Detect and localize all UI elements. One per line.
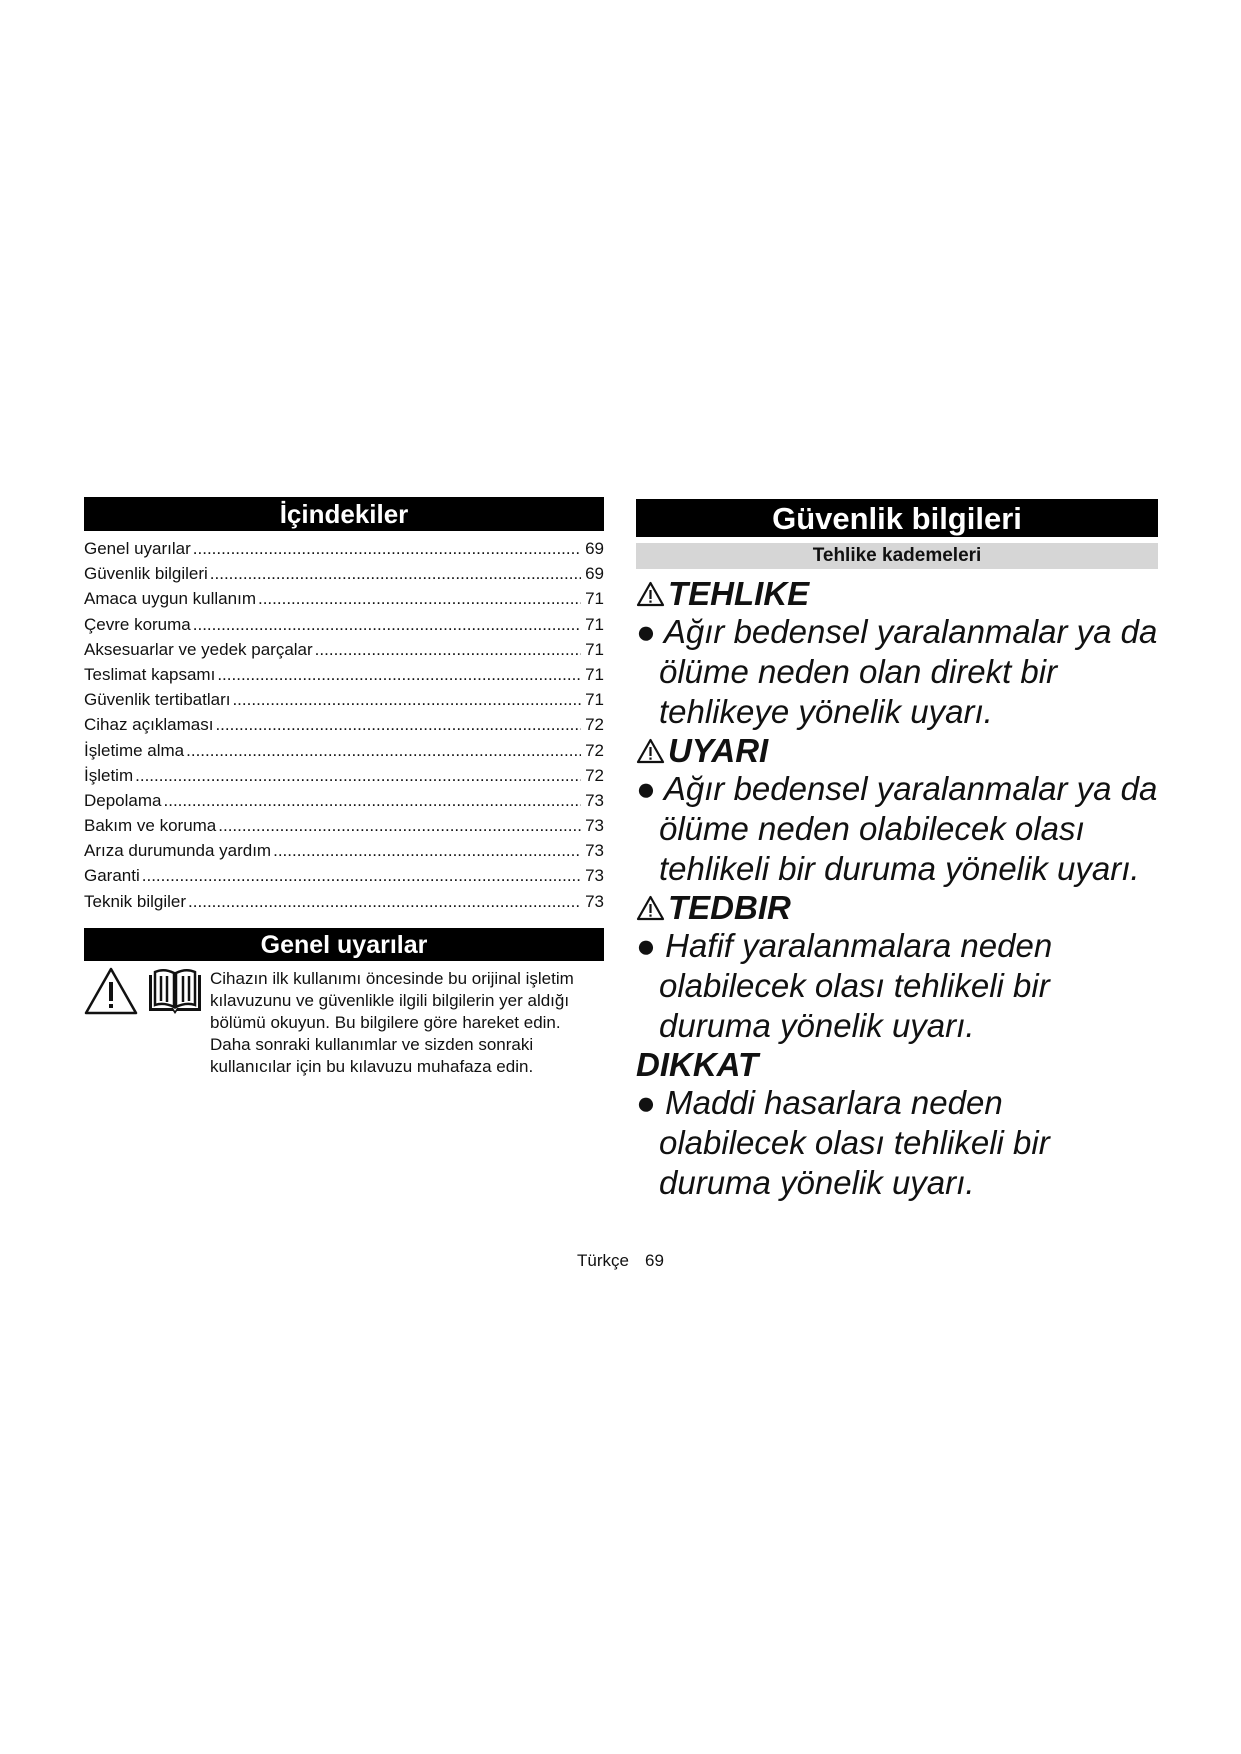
level-description: Hafif yaralanmalara neden olabilecek olası tehlikeli bir duruma yönelik uyarı. xyxy=(659,927,1053,1044)
level-warning-title xyxy=(636,732,1158,769)
toc-entry-label: İşletim xyxy=(84,765,134,785)
manual-book-icon xyxy=(146,967,204,1015)
toc-entry[interactable] xyxy=(84,665,604,690)
level-description: Maddi hasarlara neden olabilecek olası tehlikeli bir duruma yönelik uyarı. xyxy=(659,1084,1050,1201)
toc-entry-page: 71 xyxy=(585,639,604,659)
toc-entry[interactable] xyxy=(84,615,604,640)
toc-entry[interactable] xyxy=(84,791,604,816)
safety-info-title: Güvenlik bilgileri xyxy=(636,499,1158,537)
warning-triangle-icon xyxy=(636,738,665,764)
toc-title: İçindekiler xyxy=(84,497,604,531)
level-attention-title xyxy=(636,1046,1158,1083)
level-title-text: TEHLIKE xyxy=(668,575,810,612)
toc-entry-page: 73 xyxy=(585,866,604,886)
right-column xyxy=(636,499,1158,1203)
level-danger-text: ● Ağır bedensel yaralanmalar ya da ölüme neden olan direkt bir tehlikeye yönelik uyarı. xyxy=(636,613,1158,730)
toc-entry[interactable] xyxy=(84,841,604,866)
toc-entry-page: 72 xyxy=(585,765,604,785)
toc-entry-label: Cihaz açıklaması xyxy=(84,715,214,735)
level-title-text: DIKKAT xyxy=(636,1046,759,1083)
toc-entry[interactable] xyxy=(84,866,604,891)
toc-entry-page: 72 xyxy=(585,715,604,735)
level-caution-text: ● Hafif yaralanmalara neden olabilecek olası tehlikeli bir duruma yönelik uyarı. xyxy=(636,927,1053,1044)
warning-triangle-icon xyxy=(84,967,138,1015)
toc-entry[interactable] xyxy=(84,564,604,589)
toc-entry-page: 73 xyxy=(585,790,604,810)
level-description: Ağır bedensel yaralanmalar ya da ölüme neden olan direkt bir tehlikeye yönelik uyarı. xyxy=(659,613,1158,730)
level-warning-text: ● Ağır bedensel yaralanmalar ya da ölüme neden olabilecek olası tehlikeli bir duruma yönelik uyarı. xyxy=(636,770,1158,887)
toc-entry-page: 73 xyxy=(585,816,604,836)
toc-entry-label: Güvenlik tertibatları xyxy=(84,690,231,710)
toc-entry[interactable] xyxy=(84,640,604,665)
toc-entry-label: Arıza durumunda yardım xyxy=(84,841,272,861)
toc-entry[interactable] xyxy=(84,741,604,766)
toc-entry[interactable] xyxy=(84,589,604,614)
toc-entry[interactable] xyxy=(84,766,604,791)
level-title-text: UYARI xyxy=(668,732,769,769)
level-caution-title xyxy=(636,889,1158,926)
toc-entry-label: Güvenlik bilgileri xyxy=(84,564,208,584)
toc-entry-label: Genel uyarılar xyxy=(84,539,191,558)
toc-entry-page: 71 xyxy=(585,589,604,609)
level-danger-title xyxy=(636,575,1158,612)
hazard-levels-subtitle: Tehlike kademeleri xyxy=(636,543,1158,569)
level-attention-text: ● Maddi hasarlara neden olabilecek olası tehlikeli bir duruma yönelik uyarı. xyxy=(636,1084,1050,1201)
toc-entry-label: Depolama xyxy=(84,790,162,810)
toc-entry[interactable] xyxy=(84,892,604,917)
toc-entry[interactable] xyxy=(84,690,604,715)
toc-entry-page: 71 xyxy=(585,614,604,634)
toc-entry-label: Aksesuarlar ve yedek parçalar xyxy=(84,639,313,659)
toc-entry-page: 73 xyxy=(585,891,604,911)
toc-entry-label: Teknik bilgiler xyxy=(84,891,187,911)
toc-entry-label: Amaca uygun kullanım xyxy=(84,589,256,609)
toc-entry[interactable] xyxy=(84,715,604,740)
footer-language: Türkçe xyxy=(577,1251,630,1270)
left-column xyxy=(84,497,604,1078)
toc-entry-page: 72 xyxy=(585,740,604,760)
general-warnings-paragraph: Cihazın ilk kullanımı öncesinde bu orijinal işletim kılavuzunu ve güvenlikle ilgili bilgilerin yer aldığı bölümü okuyun. Bu bilgilere göre hareket edin. xyxy=(210,968,574,1032)
level-description: Ağır bedensel yaralanmalar ya da ölüme neden olabilecek olası tehlikeli bir duruma yönelik uyarı. xyxy=(659,770,1158,887)
toc-entry-label: Garanti xyxy=(84,866,140,886)
footer-page-number: 69 xyxy=(645,1251,664,1270)
toc-entry-label: Çevre koruma xyxy=(84,614,191,634)
toc-entry-page: 69 xyxy=(585,539,604,558)
warning-triangle-icon xyxy=(636,895,665,921)
level-title-text: TEDBIR xyxy=(668,889,791,926)
toc-entry-page: 69 xyxy=(585,564,604,584)
warning-triangle-icon xyxy=(636,581,665,607)
general-warnings-title: Genel uyarılar xyxy=(84,928,604,961)
toc-entry-label: Teslimat kapsamı xyxy=(84,664,216,684)
toc-entry-label: Bakım ve koruma xyxy=(84,816,217,836)
table-of-contents xyxy=(84,539,604,917)
toc-entry-page: 73 xyxy=(585,841,604,861)
general-warnings-paragraph: Daha sonraki kullanımlar ve sizden sonraki kullanıcılar için bu kılavuzu muhafaza edin. xyxy=(210,1034,534,1076)
general-warnings-icons xyxy=(84,967,210,1078)
toc-entry-page: 71 xyxy=(585,664,604,684)
toc-entry-page: 71 xyxy=(585,690,604,710)
page-footer xyxy=(0,1251,1241,1271)
toc-entry-label: İşletime alma xyxy=(84,740,185,760)
general-warnings-body xyxy=(84,967,604,1078)
general-warnings-text xyxy=(210,968,604,1078)
toc-entry[interactable] xyxy=(84,816,604,841)
toc-entry[interactable] xyxy=(84,539,604,564)
